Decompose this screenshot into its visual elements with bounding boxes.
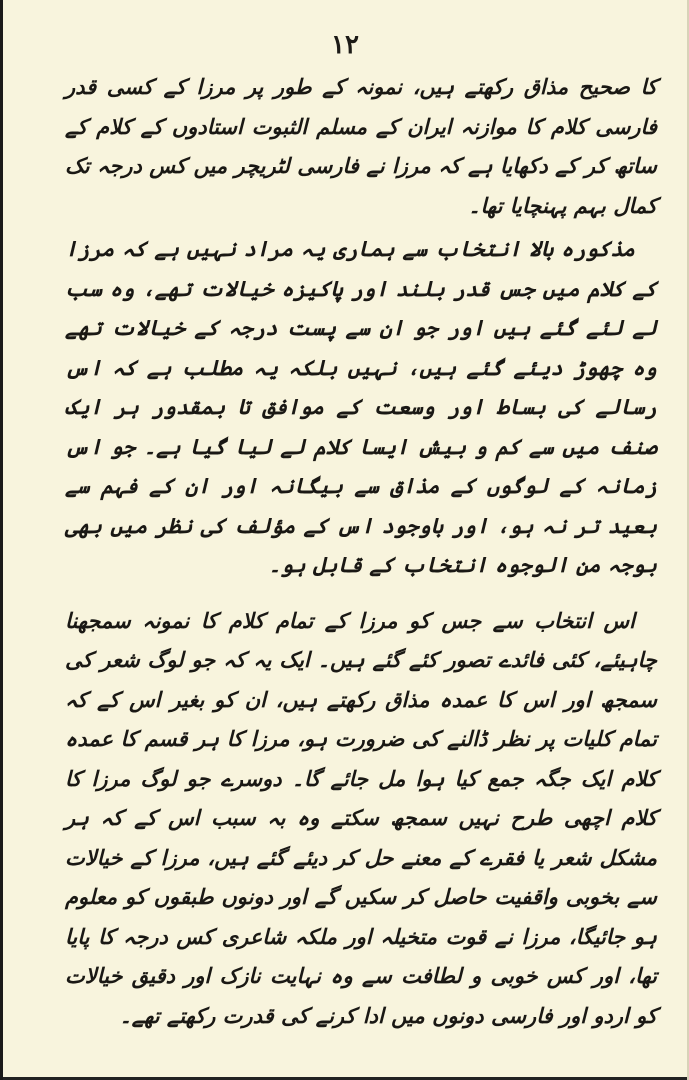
body-text [65, 68, 657, 1036]
paragraph-2: مذکورہ بالا انتخاب سے ہماری یہ مراد نہیں ہے کہ مرزا کے کلام میں جس قدر بلند اور پاکیزہ خیالات تھے، وہ سب لے لئے گئے ہیں اور جو ان سے پست درجہ کے خیالات تھے وہ چھوڑ دیئے گئے ہیں، نہیں بلکہ یہ مطلب ہے کہ اس رسالے کی بساط اور وسعت کے موافق تا بمقدور ہر ایک صنف میں سے کم و بیش ایسا کلام لے لیا گیا ہے۔ جو اس زمانہ کے لوگوں کے مذاق سے بیگانہ اور ان کے فہم سے بعید تر نہ ہو، اور باوجود اس کے مؤلف کی نظر میں بھی بوجہ من الوجوہ انتخاب کے قابل ہو۔ [65, 237, 657, 577]
paragraph-1: کا صحیح مذاق رکھتے ہیں، نمونہ کے طور پر مرزا کے کسی قدر فارسی کلام کا موازنہ ایران کے مسلم الثبوت استادوں کے کلام کے ساتھ کر کے دکھایا ہے کہ مرزا نے فارسی لٹریچر میں کس درجہ تک کمال بہم پہنچایا تھا۔ [65, 75, 657, 218]
paragraph-3: اس انتخاب سے جس کو مرزا کے تمام کلام کا نمونہ سمجھنا چاہیئے، کئی فائدے تصور کئے گئے ہیں۔ ایک یہ کہ جو لوگ شعر کی سمجھ اور اس کا عمدہ مذاق رکھتے ہیں، ان کو بغیر اس کے کہ تمام کلیات پر نظر ڈالنے کی ضرورت ہو، مرزا کا ہر قسم کا عمدہ کلام ایک جگہ جمع کیا ہوا مل جائے گا۔ دوسرے جو لوگ مرزا کا کلام اچھی طرح نہیں سمجھ سکتے وہ بہ سبب اس کے کہ ہر مشکل شعر یا فقرے کے معنے حل کر دیئے گئے ہیں، مرزا کے خیالات سے بخوبی واقفیت حاصل کر سکیں گے اور دونوں طبقوں کو معلوم ہو جائیگا، مرزا نے قوت متخیلہ اور ملکہ شاعری کس درجہ کا پایا تھا، اور کس خوبی و لطافت سے وہ نہایت نازک اور دقیق خیالات کو اردو اور فارسی دونوں میں ادا کرنے کی قدرت رکھتے تھے۔ [65, 608, 657, 1028]
page-number: ۱۲ [331, 30, 359, 60]
